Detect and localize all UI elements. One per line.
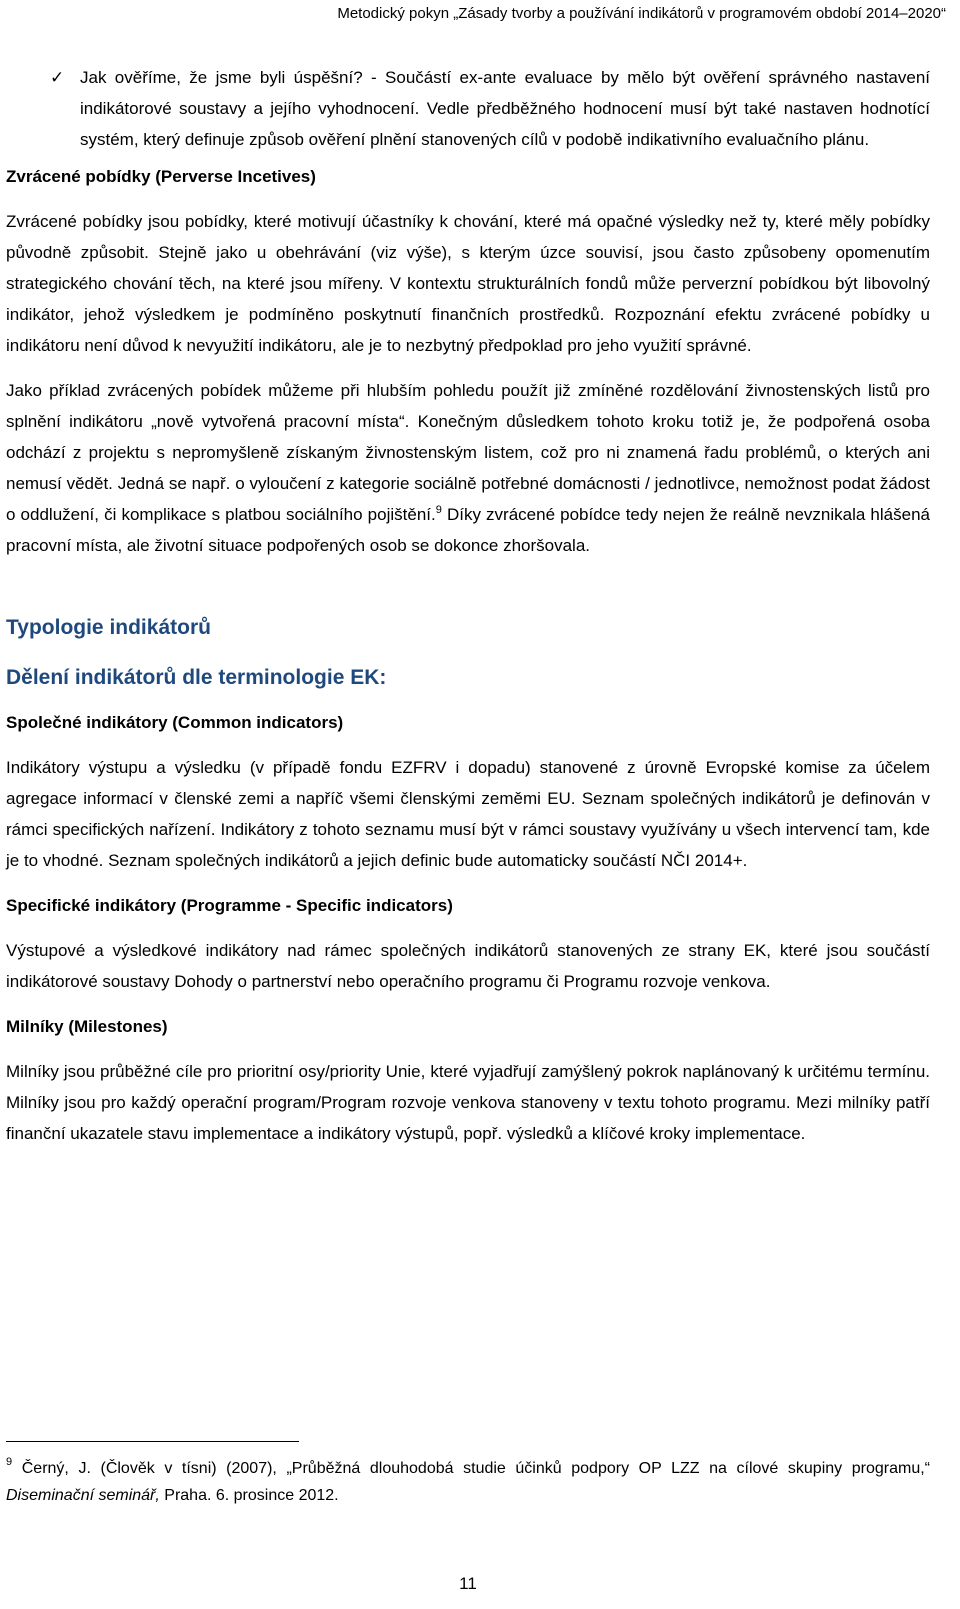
footnote-separator: [6, 1441, 299, 1442]
footnote-number: 9: [6, 1456, 13, 1468]
subheading-ek-terminology: Dělení indikátorů dle terminologie EK:: [6, 666, 387, 689]
page-body: [6, 62, 930, 1149]
footnote-reference[interactable]: 9: [435, 504, 442, 516]
running-header: Metodický pokyn „Zásady tvorby a používání indikátorů v programovém období 2014–2020“: [337, 5, 946, 22]
specific-indicators-text: Výstupové a výsledkové indikátory nad rámec společných indikátorů stanovených ze strany EK, které jsou součástí indikátorové soustavy Dohody o partnerství nebo operačního programu či Programu rozvoje venkova.: [6, 941, 930, 991]
section-heading-typology: Typologie indikátorů: [6, 616, 211, 639]
footnote-text: Černý, J. (Člověk v tísni) (2007), „Průběžná dlouhodobá studie účinků podpory OP LZZ na cílové skupiny programu,“: [21, 1460, 931, 1477]
checklist-item-text: Jak ověříme, že jsme byli úspěšní? - Součástí ex-ante evaluace by mělo být ověření správného nastavení indikátorové soustavy a jejího vyhodnocení. Vedle předběžného hodnocení musí být také nastaven hodnotící systém, který definuje způsob ověření plnění stanovených cílů v podobě indikativního evaluačního plánu.: [80, 68, 930, 149]
paragraph-2-text: Jako příklad zvrácených pobídek můžeme při hlubším pohledu použít již zmíněné rozdělování živnostenských listů pro splnění indikátoru „nově vytvořená pracovní místa“. Konečným důsledkem tohoto kroku totiž je, že podpořená osoba odchází z projektu s nepromyšleně získaným živnostenským listem, což pro ni znamená řadu problémů, o kterých ani nemusí vědět. Jedná se např. o vyloučení z kategorie sociálně potřebné domácnosti / jednotlivce, nemožnost podat žádost o oddlužení, či komplikace s platbou sociálního pojištění.: [6, 381, 930, 524]
perverse-incentives-paragraph-1: Zvrácené pobídky jsou pobídky, které motivují účastníky k chování, které má opačné výsledky než ty, které měly pobídky původně způsobit. Stejně jako u obehrávání (viz výše), s kterým úzce souvisí, jsou často způsobeny opomenutím strategického chování těch, na které jsou mířeny. V kontextu strukturálních fondů může perverzní pobídkou být libovolný indikátor, jehož výsledkem je podmíněno poskytnutí finančních prostředků. Rozpoznání efektu zvrácené pobídky u indikátoru není důvod k nevyužití indikátoru, ale je to nezbytný předpoklad pro jeho využití správné.: [6, 212, 930, 355]
checklist-item: [6, 62, 930, 155]
common-indicators-text: Indikátory výstupu a výsledku (v případě fondu EZFRV i dopadu) stanovené z úrovně Evropské komise za účelem agregace informací v členské zemi a napříč všemi členskými zeměmi EU. Seznam společných indikátorů je definován v rámci specifických nařízení. Indikátory z tohoto seznamu musí být v rámci soustavy využívány u všech intervencí tam, kde je to vhodné. Seznam společných indikátorů a jejich definic bude automaticky součástí NČI 2014+.: [6, 758, 930, 870]
paragraph-2-text-continued: Díky zvrácené pobídce tedy nejen že reálně nevznikala hlášená pracovní místa, ale životní situace podpořených osob se dokonce zhoršovala.: [6, 505, 930, 555]
common-indicators-heading: Společné indikátory (Common indicators): [6, 713, 344, 732]
footnote-text-end: Praha. 6. prosince 2012.: [159, 1487, 339, 1504]
checkmark-icon: ✓: [50, 68, 65, 87]
specific-indicators-heading: Specifické indikátory (Programme - Specific indicators): [6, 896, 453, 915]
milestones-text: Milníky jsou průběžné cíle pro prioritní osy/priority Unie, které vyjadřují zamýšlený pokrok naplánovaný k určitému termínu. Milníky jsou pro každý operační program/Program rozvoje venkova stanoveny v textu tohoto programu. Mezi milníky patří finanční ukazatele stavu implementace a indikátory výstupů, popř. výsledků a klíčové kroky implementace.: [6, 1062, 930, 1143]
footnote-seminar-title: Diseminační seminář,: [6, 1487, 160, 1504]
footnote: [6, 1455, 930, 1509]
milestones-heading: Milníky (Milestones): [6, 1017, 168, 1036]
perverse-incentives-paragraph-2: [6, 375, 930, 561]
perverse-incentives-heading: Zvrácené pobídky (Perverse Incetives): [6, 167, 316, 186]
page-number: 11: [459, 1574, 477, 1593]
